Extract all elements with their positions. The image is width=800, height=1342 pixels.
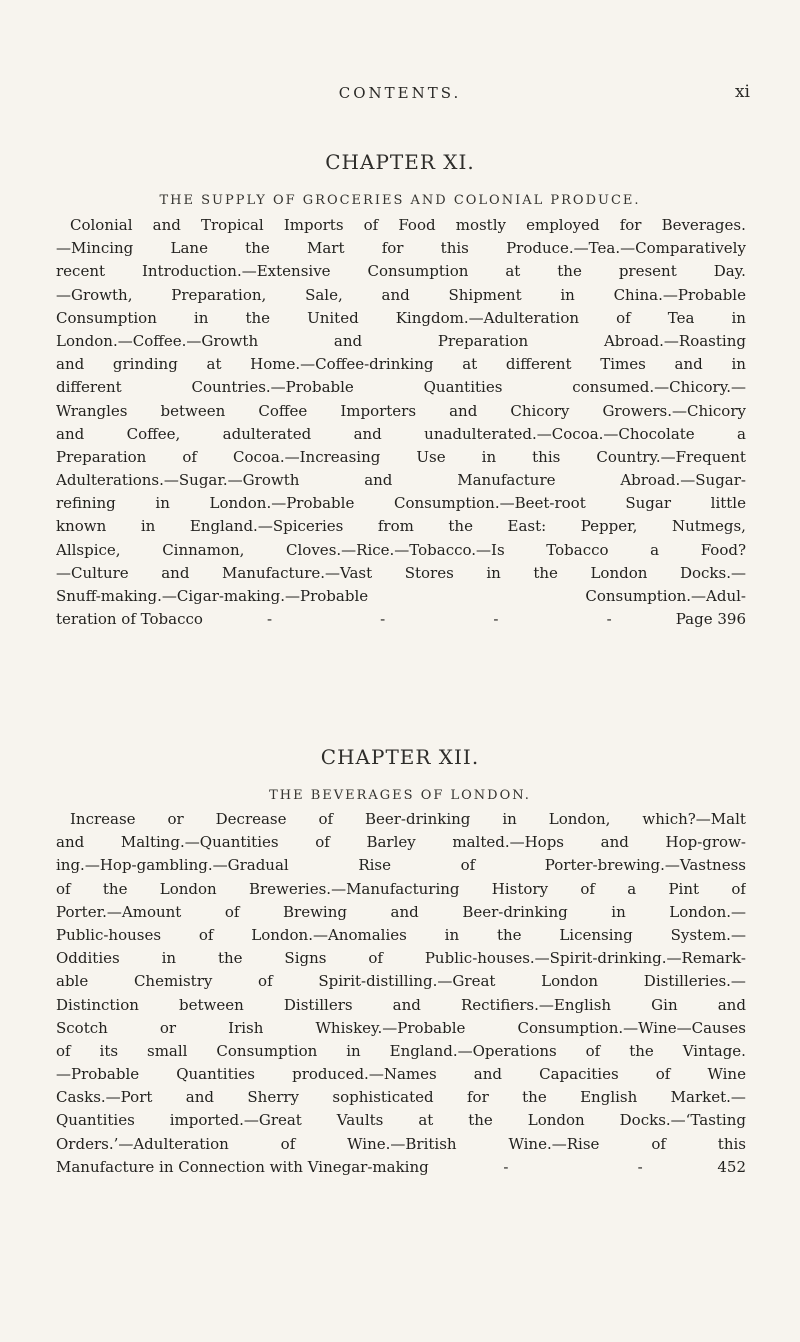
summary-line: Scotch or Irish Whiskey.—Probable Consumption.—Wine—Causes: [56, 1018, 746, 1037]
summary-line: different Countries.—Probable Quantities consumed.—Chicory.—: [56, 378, 746, 397]
page-reference: 452: [717, 1157, 746, 1176]
summary-line: Preparation of Cocoa.—Increasing Use in this Country.—Frequent: [56, 447, 746, 466]
chapter-title: CHAPTER XI.: [325, 150, 475, 174]
summary-line: —Growth, Preparation, Sale, and Shipment in China.—Probable: [56, 285, 746, 304]
summary-line: ing.—Hop-gambling.—Gradual Rise of Porter-brewing.—Vastness: [56, 856, 746, 875]
summary-line: Quantities imported.—Great Vaults at the London Docks.—‘Tasting: [56, 1111, 746, 1130]
page-reference: Page 396: [675, 610, 746, 629]
summary-last-line: [56, 1156, 746, 1179]
summary-line: Distinction between Distillers and Rectifiers.—English Gin and: [56, 995, 746, 1014]
summary-line: —Culture and Manufacture.—Vast Stores in the London Docks.—: [56, 563, 746, 582]
summary-line: Orders.’—Adulteration of Wine.—British Wine.—Rise of this: [56, 1134, 746, 1153]
summary-line: Casks.—Port and Sherry sophisticated for the English Market.—: [56, 1088, 746, 1107]
summary-line: of the London Breweries.—Manufacturing History of a Pint of: [56, 879, 746, 898]
summary-last-line: [56, 608, 746, 631]
chapter-title: CHAPTER XII.: [320, 745, 480, 769]
summary-line: of its small Consumption in England.—Operations of the Vintage.: [56, 1041, 746, 1060]
summary-line: —Probable Quantities produced.—Names and Capacities of Wine: [56, 1065, 746, 1084]
summary-line: Oddities in the Signs of Public-houses.—Spirit-drinking.—Remark-: [56, 949, 746, 968]
summary-line: and Malting.—Quantities of Barley malted.—Hops and Hop-grow-: [56, 833, 746, 852]
chapter-subtitle: THE BEVERAGES OF LONDON.: [269, 788, 531, 803]
summary-line: known in England.—Spiceries from the East: Pepper, Nutmegs,: [56, 517, 746, 536]
page-number: xi: [734, 82, 750, 102]
summary-line: Public-houses of London.—Anomalies in the Licensing System.—: [56, 925, 746, 944]
running-head: CONTENTS.: [338, 84, 462, 102]
summary-line: Adulterations.—Sugar.—Growth and Manufacture Abroad.—Sugar-: [56, 471, 746, 490]
summary-line: recent Introduction.—Extensive Consumption at the present Day.: [56, 262, 746, 281]
leader-dashes: - - - -: [266, 610, 612, 629]
chapter-summary: [56, 196, 746, 631]
summary-line: refining in London.—Probable Consumption.—Beet-root Sugar little: [56, 494, 746, 513]
summary-line: Increase or Decrease of Beer-drinking in London, which?—Malt: [70, 810, 746, 828]
leader-dashes: - -: [503, 1157, 643, 1176]
summary-line: London.—Coffee.—Growth and Preparation Abroad.—Roasting: [56, 331, 746, 350]
chapter-summary: [56, 790, 746, 1179]
summary-line: and grinding at Home.—Coffee-drinking at different Times and in: [56, 355, 746, 374]
summary-line: able Chemistry of Spirit-distilling.—Great London Distilleries.—: [56, 972, 746, 991]
summary-line: Wrangles between Coffee Importers and Chicory Growers.—Chicory: [56, 401, 746, 420]
summary-line: Snuff-making.—Cigar-making.—Probable Consumption.—Adul-: [56, 587, 746, 605]
summary-line-text: Manufacture in Connection with Vinegar-making: [56, 1157, 429, 1176]
summary-line-text: teration of Tobacco: [56, 610, 203, 629]
summary-line: Porter.—Amount of Brewing and Beer-drinking in London.—: [56, 902, 746, 921]
summary-line: —Mincing Lane the Mart for this Produce.—Tea.—Comparatively: [56, 239, 746, 258]
summary-line: Allspice, Cinnamon, Cloves.—Rice.—Tobacco.—Is Tobacco a Food?: [56, 540, 746, 559]
summary-line: and Coffee, adulterated and unadulterated.—Cocoa.—Chocolate a: [56, 424, 746, 443]
summary-line: Consumption in the United Kingdom.—Adulteration of Tea in: [56, 308, 746, 327]
chapter-subtitle: THE SUPPLY OF GROCERIES AND COLONIAL PRODUCE.: [159, 193, 641, 208]
summary-line: Colonial and Tropical Imports of Food mostly employed for Beverages.: [70, 216, 746, 234]
